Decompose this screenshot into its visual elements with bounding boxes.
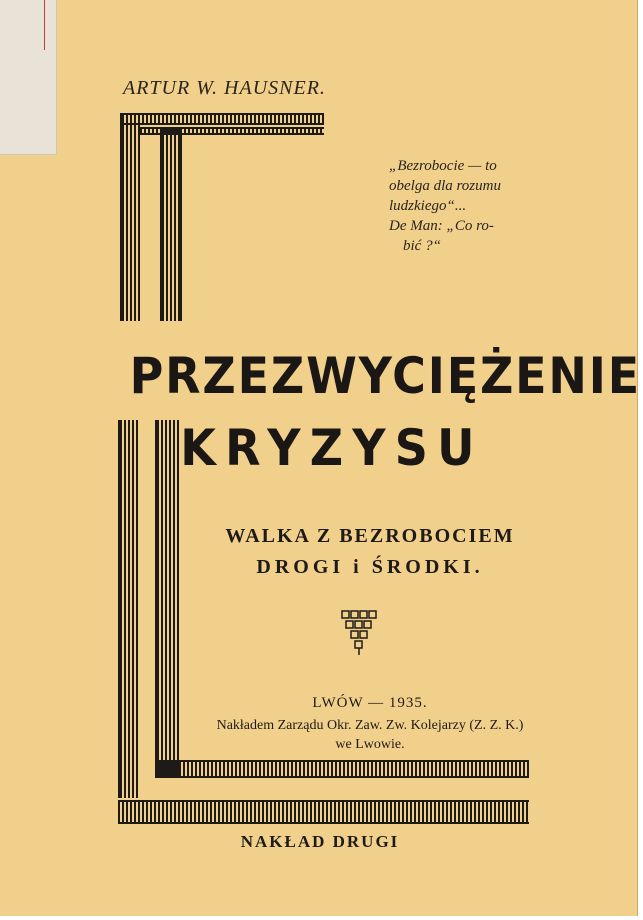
library-label-patch xyxy=(0,0,57,155)
frame-bottom-bar-outer xyxy=(118,800,529,824)
subtitle-line-2: DROGI i ŚRODKI. xyxy=(256,556,484,578)
frame-upper-inner-column xyxy=(160,127,182,321)
book-title xyxy=(129,340,641,484)
quote-line: „Bezrobocie — to xyxy=(389,158,497,174)
quote-line: obelga dla rozumu xyxy=(389,178,501,194)
author-name: ARTUR W. HAUSNER. xyxy=(123,77,326,99)
publisher-emblem-icon xyxy=(341,610,381,661)
edition-label: NAKŁAD DRUGI xyxy=(240,832,400,851)
title-line-1: PRZEZWYCIĘŻENIE xyxy=(129,347,641,405)
frame-top-bar xyxy=(122,113,324,125)
frame-bottom-bar-inner xyxy=(155,760,529,778)
red-margin-line xyxy=(44,0,45,50)
frame-upper-left-column xyxy=(120,113,140,321)
imprint-location: we Lwowie. xyxy=(335,737,405,752)
title-line-2: KRYZYSU xyxy=(180,419,484,477)
subtitle-line-1: WALKA Z BEZROBOCIEM xyxy=(225,525,515,547)
quote-line: ludzkiego“... xyxy=(389,198,467,214)
quote-line: De Man: „Co ro- xyxy=(389,218,494,234)
imprint-publisher: Nakładem Zarządu Okr. Zaw. Zw. Kolejarzy (Z. Z. K.) xyxy=(216,718,524,733)
quote-line: bić ?“ xyxy=(403,238,441,254)
epigraph-quote xyxy=(389,156,549,256)
imprint-place-year: LWÓW — 1935. xyxy=(312,695,428,711)
